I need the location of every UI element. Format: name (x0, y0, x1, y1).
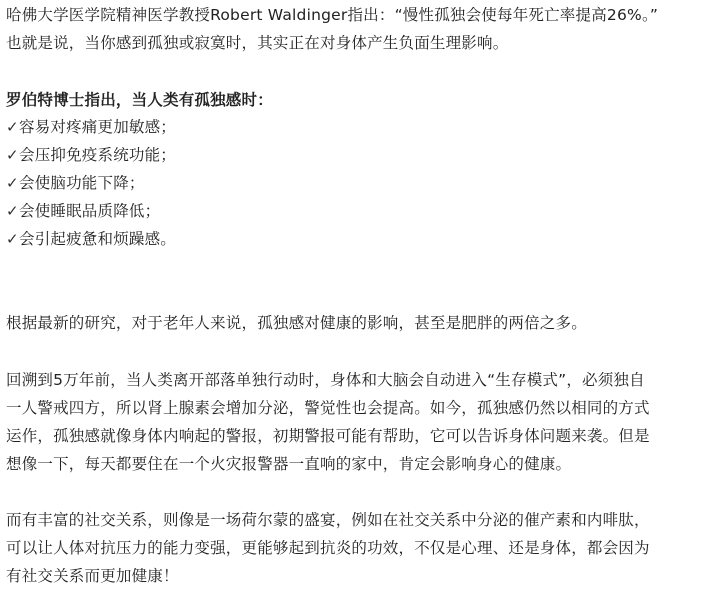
social-line-2: 可以让人体对抗压力的能力变强，更能够起到抗炎的功效，不仅是心理、还是身体，都会因为 (6, 539, 650, 557)
checklist-item (6, 117, 176, 137)
social-line-3: 有社交关系而更加健康！ (6, 567, 179, 585)
checklist-item-text: 会引起疲惫和烦躁感。 (19, 230, 177, 248)
history-line-1: 回溯到5万年前，当人类离开部落单独行动时，身体和大脑会自动进入“生存模式”，必须独自 (6, 371, 645, 389)
check-icon: ✓ (6, 146, 19, 164)
checklist-item (6, 173, 145, 193)
research-paragraph: 根据最新的研究，对于老年人来说，孤独感对健康的影响，甚至是肥胖的两倍之多。 (6, 314, 587, 332)
intro-line-1: 哈佛大学医学院精神医学教授Robert Waldinger指出：“慢性孤独会使每年死亡率提高26%。” (6, 6, 659, 24)
checklist-item-text: 会压抑免疫系统功能； (19, 146, 177, 164)
social-line-1: 而有丰富的社交关系，则像是一场荷尔蒙的盛宴，例如在社交关系中分泌的催产素和内啡肽， (6, 511, 650, 529)
check-icon: ✓ (6, 230, 19, 248)
checklist-item-text: 会使睡眠品质降低； (19, 202, 161, 220)
intro-line-2: 也就是说，当你感到孤独或寂寞时，其实正在对身体产生负面生理影响。 (6, 34, 509, 52)
check-icon: ✓ (6, 118, 19, 136)
check-icon: ✓ (6, 202, 19, 220)
history-line-2: 一人警戒四方，所以肾上腺素会增加分泌，警觉性也会提高。如今，孤独感仍然以相同的方式 (6, 399, 650, 417)
history-line-4: 想像一下，每天都要住在一个火灾报警器一直响的家中，肯定会影响身心的健康。 (6, 455, 572, 473)
history-line-3: 运作，孤独感就像身体内响起的警报，初期警报可能有帮助，它可以告诉身体问题来袭。但是 (6, 427, 650, 445)
checklist-item (6, 229, 176, 249)
checklist-item (6, 145, 176, 165)
checklist-item (6, 201, 160, 221)
checklist-item-text: 会使脑功能下降； (19, 174, 145, 192)
check-icon: ✓ (6, 174, 19, 192)
section-heading: 罗伯特博士指出，当人类有孤独感时： (6, 91, 273, 109)
checklist-item-text: 容易对疼痛更加敏感； (19, 118, 177, 136)
